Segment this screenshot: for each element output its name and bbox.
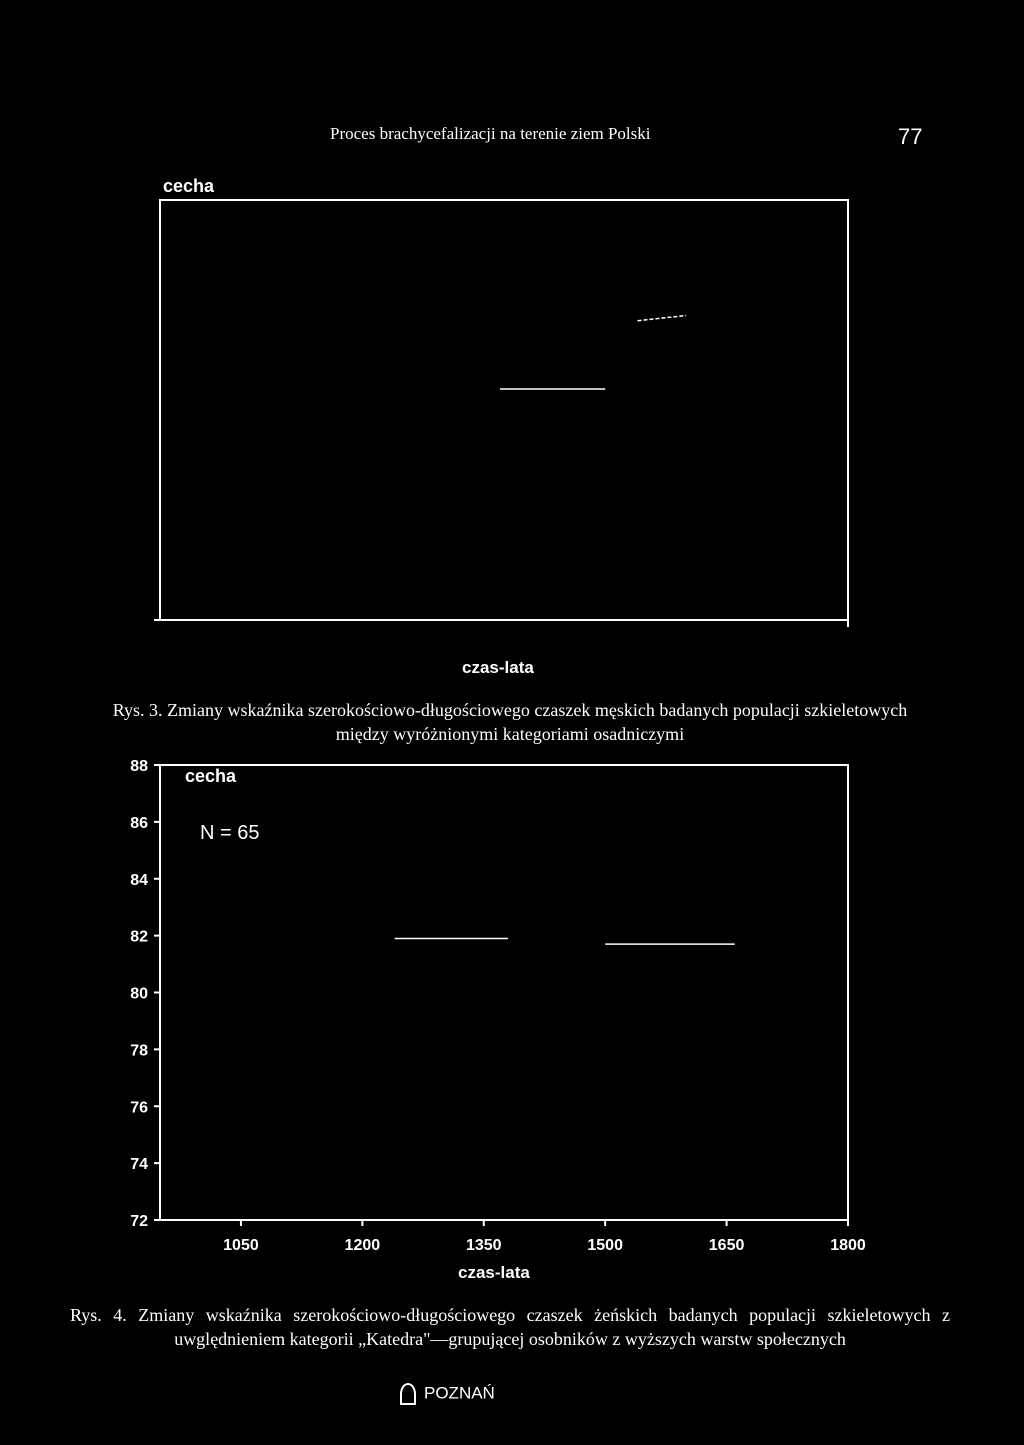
fig4-x-tick-label: 1650 — [708, 1237, 745, 1254]
fig4-y-tick-label: 82 — [130, 928, 148, 946]
stamp-text: POZNAŃ — [424, 1383, 495, 1403]
fig3-series-group — [500, 316, 686, 390]
fig4-x-tick-label: 1200 — [344, 1237, 381, 1254]
fig4-y-tick-label: 74 — [130, 1156, 148, 1174]
fig4-annotation: N = 65 — [200, 822, 260, 844]
fig4-y-tick-label: 76 — [130, 1099, 148, 1117]
fig3-chart — [140, 195, 870, 635]
fig3-caption: Rys. 3. Zmiany wskaźnika szerokościowo-długościowego czaszek męskich badanych populacji szkieletowych między wyróżnionymi kategoriami osadniczymi — [112, 700, 908, 744]
fig4-x-tick-label: 1350 — [465, 1237, 502, 1254]
fig4-y-tick-label: 72 — [130, 1213, 148, 1230]
fig4-x-axis — [223, 1220, 866, 1254]
fig4-xlabel: czas-lata — [458, 1263, 530, 1282]
fig4-plot-frame — [160, 765, 848, 1220]
fig4-x-tick-label: 1050 — [223, 1237, 259, 1254]
fig4-y-tick-label: 84 — [130, 871, 148, 889]
fig4-x-tick-label: 1500 — [587, 1237, 623, 1254]
fig3-plot-frame — [160, 200, 848, 620]
fig4-y-tick-label: 80 — [130, 985, 148, 1003]
running-header: Proces brachycefalizacji na terenie ziem Polski — [330, 124, 651, 143]
fig3-ylabel: cecha — [163, 176, 215, 196]
fig4-y-axis — [130, 760, 160, 1230]
fig3-xlabel: czas-lata — [462, 658, 534, 677]
fig4-y-tick-label: 78 — [130, 1042, 148, 1060]
stamp-icon — [400, 1383, 416, 1405]
fig4-chart — [110, 760, 890, 1260]
fig4-y-tick-label: 86 — [130, 814, 148, 832]
fig4-series-group — [395, 938, 735, 944]
fig4-y-tick-label: 88 — [130, 760, 148, 775]
fig3-series-line — [638, 316, 687, 321]
library-stamp — [400, 1383, 495, 1405]
fig4-x-tick-label: 1800 — [830, 1237, 866, 1254]
fig4-caption: Rys. 4. Zmiany wskaźnika szerokościowo-długościowego czaszek żeńskich badanych populacji szkieletowych z uwględnieniem kategorii „Katedra"—grupującej osobników z wyższych warstw społecznych — [70, 1305, 950, 1349]
fig4-ylabel: cecha — [185, 766, 237, 786]
page-number: 77 — [898, 124, 923, 149]
